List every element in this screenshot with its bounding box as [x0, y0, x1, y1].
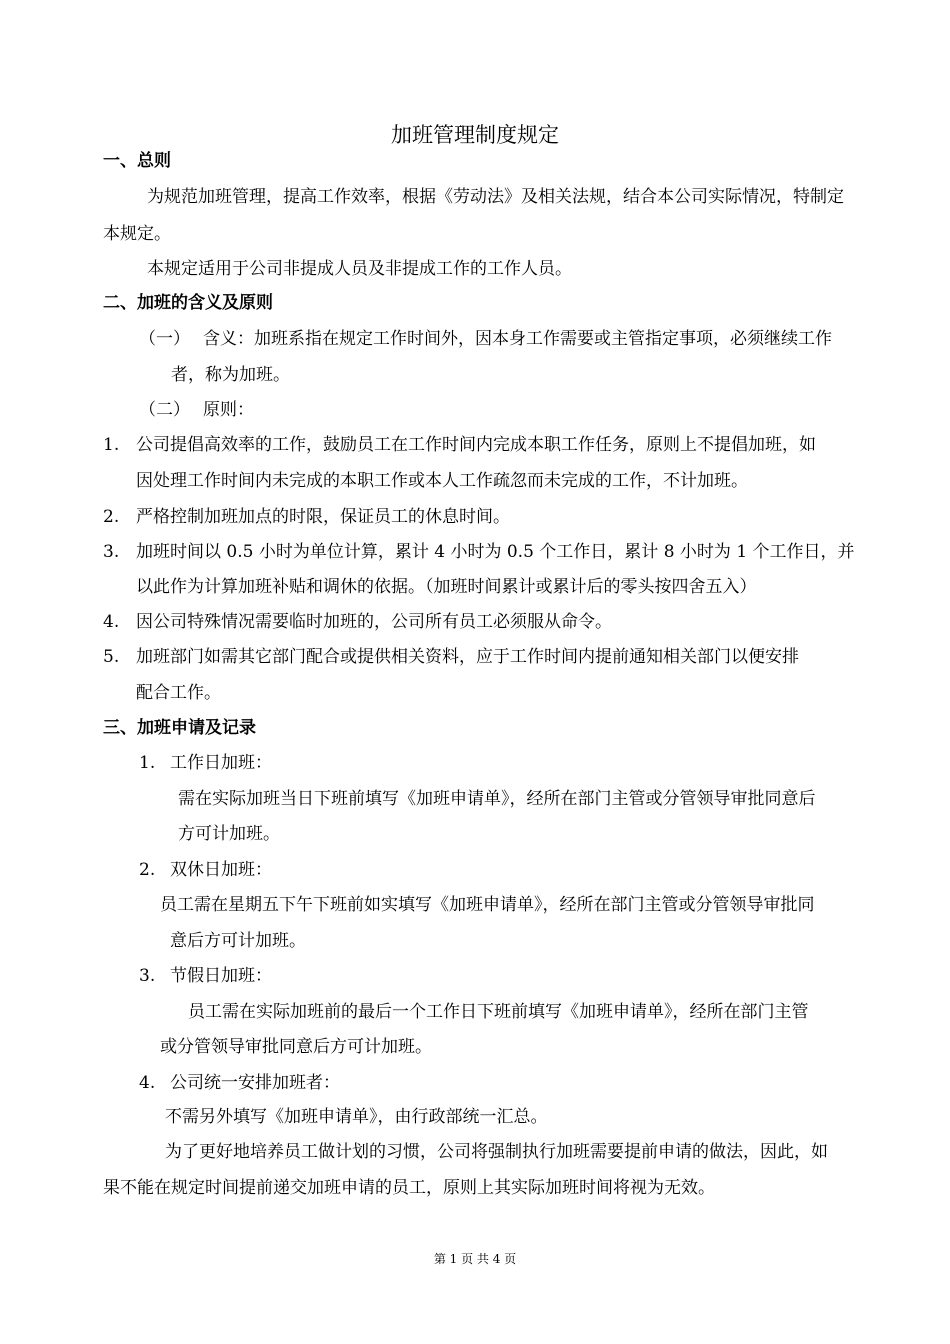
list-item-label: 工作日加班：	[170, 753, 272, 773]
list-item-line: 因处理工作时间内未完成的本职工作或本人工作疏忽而未完成的工作，不计加班。	[136, 471, 748, 491]
list-item-line: 员工需在星期五下午下班前如实填写《加班申请单》，经所在部门主管或分管领导审批同	[160, 895, 815, 915]
list-number: 2.	[139, 860, 156, 880]
paragraph-line: 本规定适用于公司非提成人员及非提成工作的工作人员。	[147, 259, 572, 279]
page-footer: 第 1 页 共 4 页	[433, 1252, 517, 1266]
list-item-label: 双休日加班：	[170, 860, 272, 880]
list-number: 3.	[103, 542, 120, 562]
paragraph-line: 者，称为加班。	[171, 365, 290, 385]
paragraph-line: 本规定。	[103, 224, 171, 244]
list-item-label: 公司统一安排加班者：	[170, 1073, 340, 1093]
paragraph-line: 果不能在规定时间提前递交加班申请的员工，原则上其实际加班时间将视为无效。	[103, 1178, 715, 1198]
list-number: 4.	[103, 612, 120, 632]
list-item-line: 配合工作。	[136, 683, 221, 703]
list-number: 1.	[139, 753, 156, 773]
list-item-line: 加班部门如需其它部门配合或提供相关资料，应于工作时间内提前通知相关部门以便安排	[136, 647, 799, 667]
list-number: 2.	[103, 507, 120, 527]
list-item-line: 员工需在实际加班前的最后一个工作日下班前填写《加班申请单》，经所在部门主管	[188, 1002, 809, 1022]
paragraph-line: 为了更好地培养员工做计划的习惯，公司将强制执行加班需要提前申请的做法，因此，如	[165, 1142, 828, 1162]
paragraph-line: 为规范加班管理，提高工作效率，根据《劳动法》及相关法规，结合本公司实际情况，特制定	[147, 187, 844, 207]
list-item-line: 需在实际加班当日下班前填写《加班申请单》，经所在部门主管或分管领导审批同意后	[178, 789, 816, 809]
section-heading-application: 三、加班申请及记录	[103, 718, 256, 738]
list-item-line: 公司提倡高效率的工作，鼓励员工在工作时间内完成本职工作任务，原则上不提倡加班，如	[136, 435, 816, 455]
list-item-line: 因公司特殊情况需要临时加班的，公司所有员工必须服从命令。	[136, 612, 612, 632]
list-item-label: 节假日加班：	[170, 966, 272, 986]
section-heading-definition: 二、加班的含义及原则	[103, 293, 273, 313]
sub-marker: （二）	[139, 400, 190, 420]
list-item-line: 方可计加班。	[178, 824, 280, 844]
paragraph-line: 含义：加班系指在规定工作时间外，因本身工作需要或主管指定事项，必须继续工作	[203, 329, 832, 349]
list-number: 3.	[139, 966, 156, 986]
list-number: 5.	[103, 647, 120, 667]
list-item-line: 意后方可计加班。	[170, 931, 306, 951]
list-item-line: 严格控制加班加点的时限，保证员工的休息时间。	[136, 507, 510, 527]
section-heading-general: 一、总则	[103, 151, 171, 171]
list-number: 1.	[103, 435, 120, 455]
sub-marker: （一）	[139, 329, 190, 349]
list-item-line: 加班时间以 0.5 小时为单位计算，累计 4 小时为 0.5 个工作日，累计 8 小时为 1 个工作日，并	[136, 542, 855, 562]
list-item-line: 不需另外填写《加班申请单》，由行政部统一汇总。	[165, 1107, 548, 1127]
paragraph-line: 原则：	[203, 400, 254, 420]
page-title: 加班管理制度规定	[391, 123, 559, 147]
list-item-line: 以此作为计算加班补贴和调休的依据。（加班时间累计或累计后的零头按四舍五入）	[136, 577, 757, 597]
list-item-line: 或分管领导审批同意后方可计加班。	[160, 1037, 432, 1057]
list-number: 4.	[139, 1073, 156, 1093]
